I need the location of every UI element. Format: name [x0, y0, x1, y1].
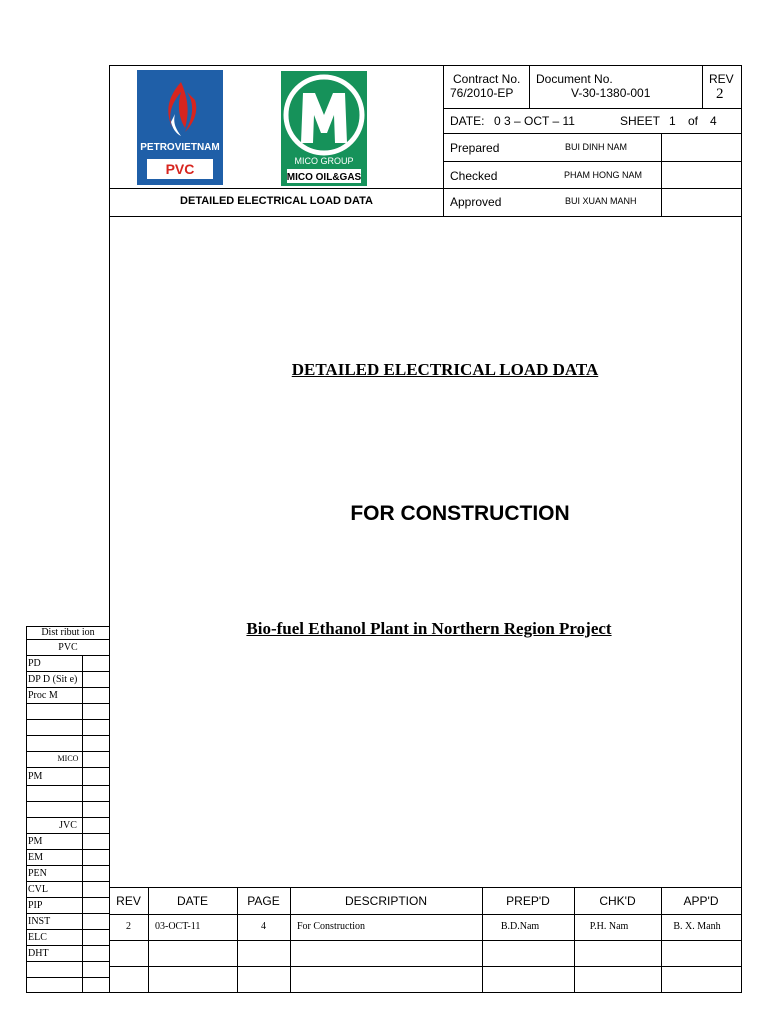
distribution-row: DHT [28, 948, 49, 959]
header-doc-title: DETAILED ELECTRICAL LOAD DATA [180, 195, 373, 207]
pvc-logo [137, 70, 223, 185]
table-cell: 4 [261, 921, 266, 932]
distribution-group-mico: MICO [57, 754, 79, 763]
contract-label: Contract No. [453, 72, 521, 86]
distribution-row: Proc M [28, 690, 58, 701]
chkd-col-header: CHK'D [599, 894, 636, 908]
distribution-row: ELC [28, 932, 47, 943]
sheet-value: 1 [669, 114, 676, 128]
distribution-group-pvc: PVC [58, 642, 78, 653]
distribution-row: INST [28, 916, 51, 927]
date-value: 0 3 – OCT – 11 [494, 114, 575, 128]
status-title: FOR CONSTRUCTION [350, 502, 570, 525]
pvc-sub-text: PVC [165, 161, 195, 177]
distribution-heading: Dist ribut ion [41, 627, 95, 638]
table-cell: For Construction [297, 921, 366, 932]
rev-label: REV [709, 72, 734, 86]
page-col-header: PAGE [247, 894, 280, 908]
project-title: Bio-fuel Ethanol Plant in Northern Region Project [246, 619, 612, 638]
distribution-row: PEN [28, 868, 47, 879]
approved-label: Approved [450, 195, 502, 209]
table-cell: 2 [126, 921, 131, 932]
distribution-row: PD [28, 658, 41, 669]
prepd-col-header: PREP'D [506, 894, 550, 908]
prepared-value: BUI DINH NAM [565, 142, 628, 152]
table-cell: 03-OCT-11 [155, 921, 201, 932]
sheet-label: SHEET [620, 114, 661, 128]
sheet-of-label: of [688, 114, 699, 128]
prepared-label: Prepared [450, 141, 500, 155]
approved-value: BUI XUAN MANH [565, 196, 637, 206]
pvc-brand-text: PETROVIETNAM [140, 142, 220, 153]
distribution-row: DP D (Sit e) [28, 674, 78, 685]
table-cell: B. X. Manh [673, 921, 721, 932]
rev-col-header: REV [116, 894, 141, 908]
table-cell: P.H. Nam [589, 921, 629, 932]
document-label: Document No. [536, 72, 613, 86]
mico-brand-text: MICO GROUP [294, 156, 354, 166]
distribution-row: PM [28, 836, 43, 847]
appd-col-header: APP'D [683, 894, 719, 908]
distribution-row: PM [28, 771, 43, 782]
checked-label: Checked [450, 169, 498, 183]
distribution-row: PIP [28, 900, 43, 911]
date-col-header: DATE [176, 894, 209, 908]
sheet-total: 4 [710, 114, 717, 128]
contract-value: 76/2010-EP [450, 86, 514, 100]
distribution-group-jvc: JVC [59, 820, 77, 831]
mico-sub-text: MICO OIL&GAS [286, 172, 362, 183]
table-cell: B.D.Nam [500, 921, 540, 932]
distribution-row: CVL [28, 884, 48, 895]
mico-logo [281, 71, 367, 186]
distribution-row: EM [28, 852, 43, 863]
rev-value: 2 [716, 86, 724, 102]
description-col-header: DESCRIPTION [344, 894, 427, 908]
document-value: V-30-1380-001 [571, 86, 651, 100]
page-title: DETAILED ELECTRICAL LOAD DATA [291, 360, 599, 379]
checked-value: PHAM HONG NAM [564, 170, 643, 180]
date-label: DATE: [450, 114, 485, 128]
